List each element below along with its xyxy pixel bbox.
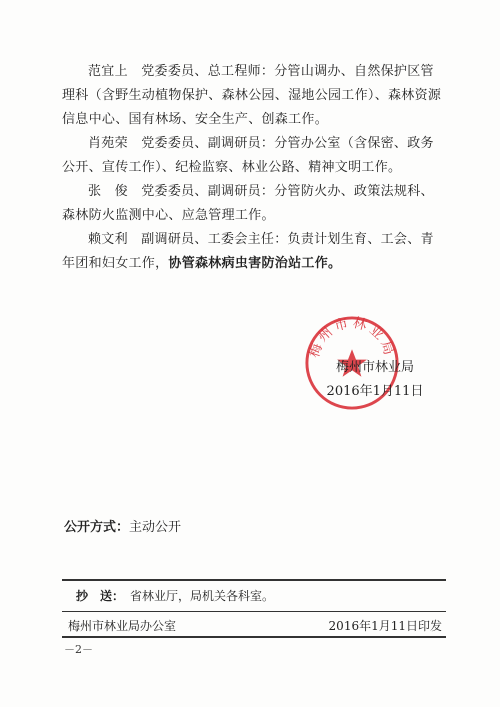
print-date: 2016年1月11日印发 [328, 619, 442, 633]
official-name: 赖文利 [88, 232, 128, 247]
official-name: 范宜上 [88, 64, 128, 79]
divider-bottom [62, 636, 446, 638]
signature-block [320, 359, 430, 401]
official-duties: 分管防火办、政策法规科、森林防火监测中心、应急管理工作。 [62, 184, 434, 223]
official-duties: 分管办公室（含保密、政务公开、宣传工作）、纪检监察、林业公路、精神文明工作。 [62, 136, 434, 175]
cc-value: 省林业厅，局机关各科室。 [130, 589, 275, 603]
signature-org: 梅州市林业局 [335, 360, 414, 375]
official-duties: 分管山调办、自然保护区管理科（含野生动植物保护、森林公园、湿地公园工作）、森林资源信息中心、国有林场、安全生产、创森工作。 [62, 64, 442, 127]
disclosure-method [64, 516, 181, 535]
official-name: 肖苑荣 [88, 136, 128, 151]
assignment-paragraph [62, 228, 442, 276]
seal-text: 梅州市林业局 [306, 314, 398, 360]
official-role: 副调研员、工委会主任： [141, 232, 288, 247]
official-name: 张 俊 [88, 184, 128, 199]
disclosure-value: 主动公开 [129, 520, 182, 535]
cc-line [76, 587, 274, 604]
official-duties-tail: 协管森林病虫害防治站工作。 [168, 256, 342, 271]
cc-label: 抄 送： [76, 589, 125, 603]
divider-middle [62, 611, 446, 612]
official-role: 党委委员、副调研员： [141, 136, 275, 151]
disclosure-label: 公开方式： [64, 520, 130, 535]
issuer-office: 梅州市林业局办公室 [68, 619, 177, 633]
official-role: 党委委员、副调研员： [141, 184, 275, 199]
assignment-paragraph [62, 180, 442, 228]
page-number: －2－ [64, 643, 93, 656]
assignment-paragraph [62, 60, 442, 132]
divider-top [62, 579, 446, 581]
official-duties: 负责计划生育、工会、青年团和妇女工作， [62, 232, 434, 271]
signature-date: 2016年1月11日 [326, 384, 424, 399]
official-role: 党委委员、总工程师： [141, 64, 275, 79]
assignment-paragraph [62, 132, 442, 180]
